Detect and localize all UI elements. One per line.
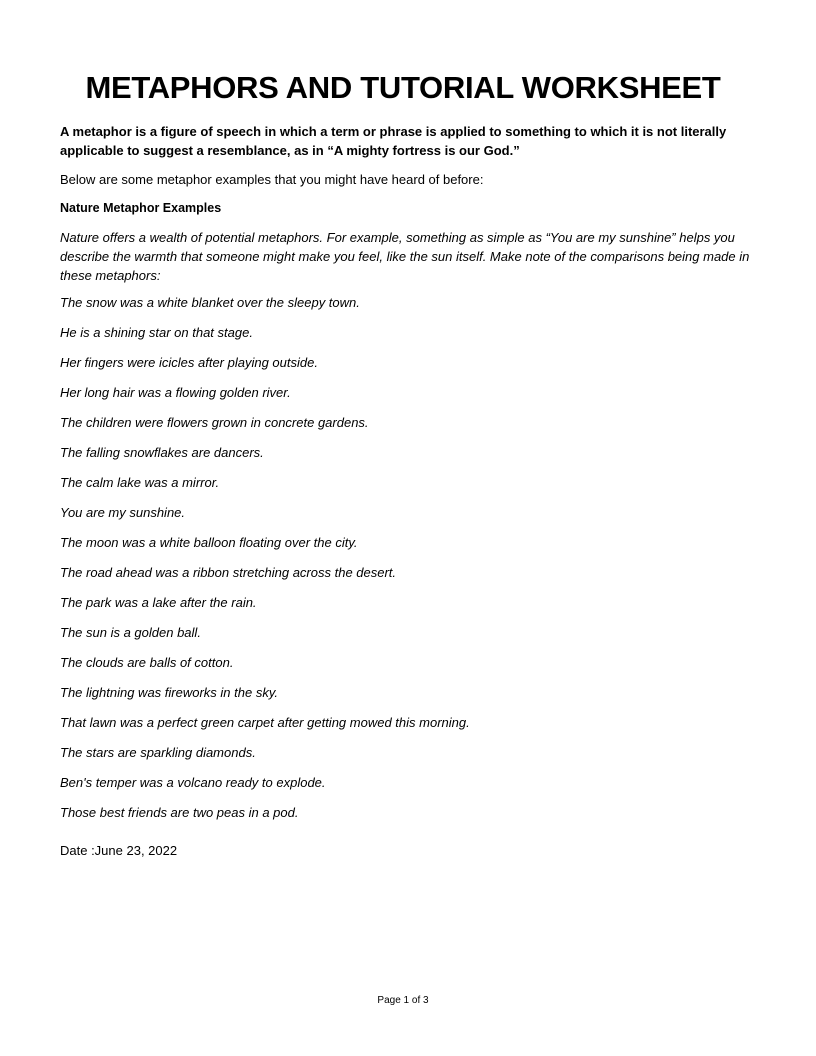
document-body xyxy=(60,122,760,860)
list-item: Those best friends are two peas in a pod. xyxy=(60,805,299,820)
intro-paragraph: A metaphor is a figure of speech in which a term or phrase is applied to something to which it is not literally applicable to suggest a resemblance, as in “A mighty fortress is our God.” xyxy=(60,124,727,158)
list-item: The falling snowflakes are dancers. xyxy=(60,445,264,460)
list-item: The children were flowers grown in concrete gardens. xyxy=(60,415,369,430)
examples-list xyxy=(60,293,760,833)
list-item: You are my sunshine. xyxy=(60,505,186,520)
list-item: The park was a lake after the rain. xyxy=(60,595,257,610)
list-item: The lightning was fireworks in the sky. xyxy=(60,685,278,700)
list-item: The road ahead was a ribbon stretching across the desert. xyxy=(60,565,397,580)
list-item: Her fingers were icicles after playing outside. xyxy=(60,355,318,370)
list-item: Ben's temper was a volcano ready to explode. xyxy=(60,775,326,790)
lead-in-paragraph: Below are some metaphor examples that you might have heard of before: xyxy=(60,172,484,187)
document-date: Date :June 23, 2022 xyxy=(60,843,178,858)
list-item: The snow was a white blanket over the sleepy town. xyxy=(60,295,360,310)
section-heading: Nature Metaphor Examples xyxy=(60,201,222,215)
list-item: The moon was a white balloon floating over the city. xyxy=(60,535,358,550)
page-footer: Page 1 of 3 xyxy=(377,995,429,1006)
list-item: The stars are sparkling diamonds. xyxy=(60,745,256,760)
list-item: Her long hair was a flowing golden river. xyxy=(60,385,291,400)
list-item: The sun is a golden ball. xyxy=(60,625,201,640)
section-description: Nature offers a wealth of potential metaphors. For example, something as simple as “You are my sunshine” helps you describe the warmth that someone might make you feel, like the sun itself. Make note of the comparisons being made in these metaphors: xyxy=(60,230,750,283)
list-item: The clouds are balls of cotton. xyxy=(60,655,234,670)
page-title: METAPHORS AND TUTORIAL WORKSHEET xyxy=(85,70,721,105)
list-item: The calm lake was a mirror. xyxy=(60,475,220,490)
list-item: He is a shining star on that stage. xyxy=(60,325,253,340)
list-item: That lawn was a perfect green carpet after getting mowed this morning. xyxy=(60,715,470,730)
